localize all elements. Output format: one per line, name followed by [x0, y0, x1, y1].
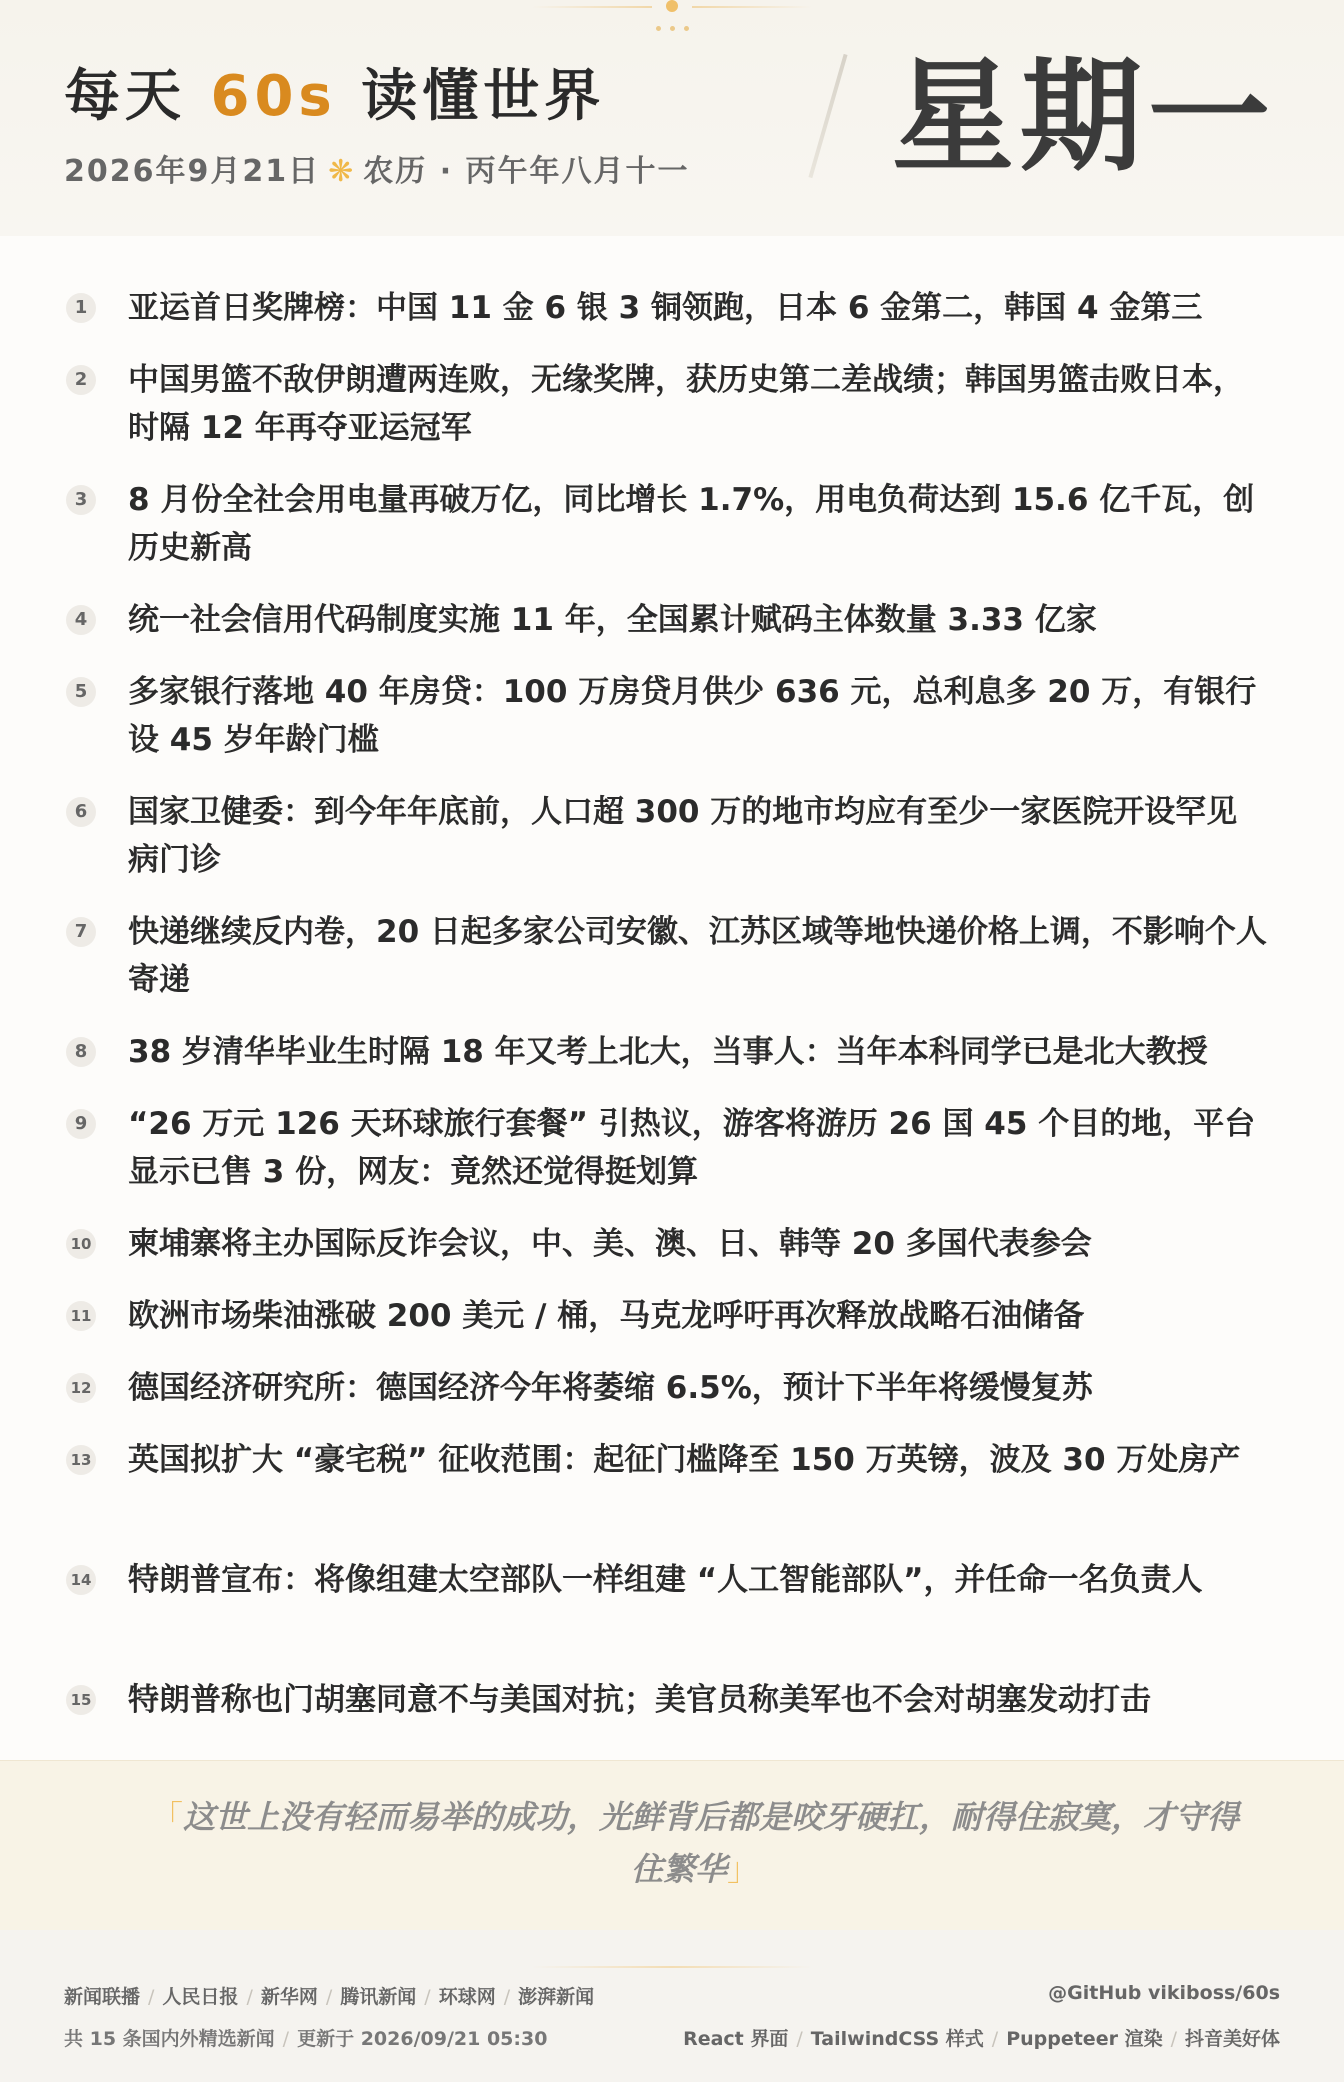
- news-text: 欧洲市场柴油涨破 200 美元 / 桶，马克龙呼吁再次释放战略石油储备: [128, 1298, 1085, 1334]
- header: [0, 0, 1344, 237]
- source-item: 澎湃新闻: [518, 1986, 595, 2008]
- news-number-badge: 14: [66, 1565, 96, 1595]
- daily-quote: [0, 1760, 1344, 1932]
- news-text: 快递继续反内卷，20 日起多家公司安徽、江苏区域等地快递价格上调，不影响个人寄递: [128, 914, 1267, 998]
- quote-close-mark: 」: [727, 1850, 760, 1888]
- title-suffix: 读懂世界: [361, 64, 606, 129]
- page-title: [64, 52, 605, 132]
- weekday: 星期一: [892, 46, 1276, 188]
- ornament-dot-icon: [666, 0, 678, 12]
- news-number-badge: 5: [66, 677, 96, 707]
- news-number-badge: 2: [66, 365, 96, 395]
- news-text: 统一社会信用代码制度实施 11 年，全国累计赋码主体数量 3.33 亿家: [128, 602, 1097, 638]
- news-text: “26 万元 126 天环球旅行套餐” 引热议，游客将游历 26 国 45 个目的地，平台显示已售 3 份，网友：竟然还觉得挺划算: [128, 1106, 1256, 1190]
- news-text: 多家银行落地 40 年房贷：100 万房贷月供少 636 元，总利息多 20 万，有银行设 45 岁年龄门槛: [128, 674, 1257, 758]
- news-number-badge: 15: [66, 1685, 96, 1715]
- news-number-badge: 3: [66, 485, 96, 515]
- news-number-badge: 11: [66, 1301, 96, 1331]
- source-item: 新闻联播: [64, 1986, 141, 2008]
- tech-item: Puppeteer 渲染: [1006, 2028, 1163, 2050]
- tech-item: 抖音美好体: [1184, 2028, 1280, 2050]
- news-number-badge: 7: [66, 917, 96, 947]
- source-item: 人民日报: [162, 1986, 239, 2008]
- news-text: 中国男篮不敌伊朗遭两连败，无缘奖牌，获历史第二差战绩；韩国男篮击败日本，时隔 12 年再夺亚运冠军: [128, 362, 1244, 446]
- news-text: 特朗普宣布：将像组建太空部队一样组建 “人工智能部队”，并任命一名负责人: [128, 1562, 1203, 1598]
- source-list: 新闻联播 / 人民日报 / 新华网 / 腾讯新闻 / 环球网 / 澎湃新闻: [64, 1986, 595, 2008]
- news-text: 德国经济研究所：德国经济今年将萎缩 6.5%，预计下半年将缓慢复苏: [128, 1370, 1093, 1406]
- news-text: 柬埔寨将主办国际反诈会议，中、美、澳、日、韩等 20 多国代表参会: [128, 1226, 1092, 1262]
- title-accent: 60s: [210, 64, 337, 129]
- news-number-badge: 12: [66, 1373, 96, 1403]
- news-number-badge: 6: [66, 797, 96, 827]
- news-text: 38 岁清华毕业生时隔 18 年又考上北大，当事人：当年本科同学已是北大教授: [128, 1034, 1208, 1070]
- date-text: 2026年9月21日: [64, 154, 321, 189]
- tech-item: TailwindCSS 样式: [810, 2028, 984, 2050]
- news-list: [0, 236, 1344, 1760]
- top-ornament: [532, 0, 812, 40]
- news-text: 亚运首日奖牌榜：中国 11 金 6 银 3 铜领跑，日本 6 金第二，韩国 4 金第三: [128, 290, 1203, 326]
- news-number-badge: 13: [66, 1445, 96, 1475]
- news-number-badge: 9: [66, 1109, 96, 1139]
- news-number-badge: 4: [66, 605, 96, 635]
- date-line: [64, 146, 690, 190]
- news-text: 8 月份全社会用电量再破万亿，同比增长 1.7%，用电负荷达到 15.6 亿千瓦，创历史新高: [128, 482, 1255, 566]
- tech-item: React 界面: [683, 2028, 789, 2050]
- news-text: 特朗普称也门胡塞同意不与美国对抗；美官员称美军也不会对胡塞发动打击: [128, 1682, 1151, 1718]
- footer-rule: [532, 1966, 812, 1968]
- news-text: 英国拟扩大 “豪宅税” 征收范围：起征门槛降至 150 万英镑，波及 30 万处房产: [128, 1442, 1241, 1478]
- count-line: 共 15 条国内外精选新闻 / 更新于 2026/09/21 05:30: [64, 2028, 548, 2050]
- news-number-badge: 8: [66, 1037, 96, 1067]
- news-text: 国家卫健委：到今年年底前，人口超 300 万的地市均应有至少一家医院开设罕见病门诊: [128, 794, 1238, 878]
- news-number-badge: 1: [66, 293, 96, 323]
- source-item: 腾讯新闻: [340, 1986, 417, 2008]
- news-count: 共 15 条国内外精选新闻: [64, 2028, 275, 2050]
- source-item: 新华网: [260, 1986, 318, 2008]
- quote-text-block: [150, 1791, 1240, 1895]
- github-link[interactable]: @GitHub vikiboss/60s: [1048, 1982, 1280, 2004]
- title-prefix: 每天: [64, 64, 186, 129]
- quote-text: 这世上没有轻而易举的成功，光鲜背后都是咬牙硬扛，耐得住寂寞，才守得住繁华: [183, 1798, 1240, 1888]
- divider-slash: [808, 54, 847, 178]
- flower-icon: ❋: [328, 154, 356, 189]
- footer: [0, 1930, 1344, 2082]
- news-number-badge: 10: [66, 1229, 96, 1259]
- source-item: 环球网: [438, 1986, 496, 2008]
- quote-open-mark: 「: [150, 1798, 183, 1836]
- tech-credits: React 界面 / TailwindCSS 样式 / Puppeteer 渲染 / 抖音美好体: [683, 2028, 1280, 2050]
- updated-time: 更新于 2026/09/21 05:30: [297, 2028, 548, 2050]
- lunar-date: 农历 · 丙午年八月十一: [363, 154, 690, 189]
